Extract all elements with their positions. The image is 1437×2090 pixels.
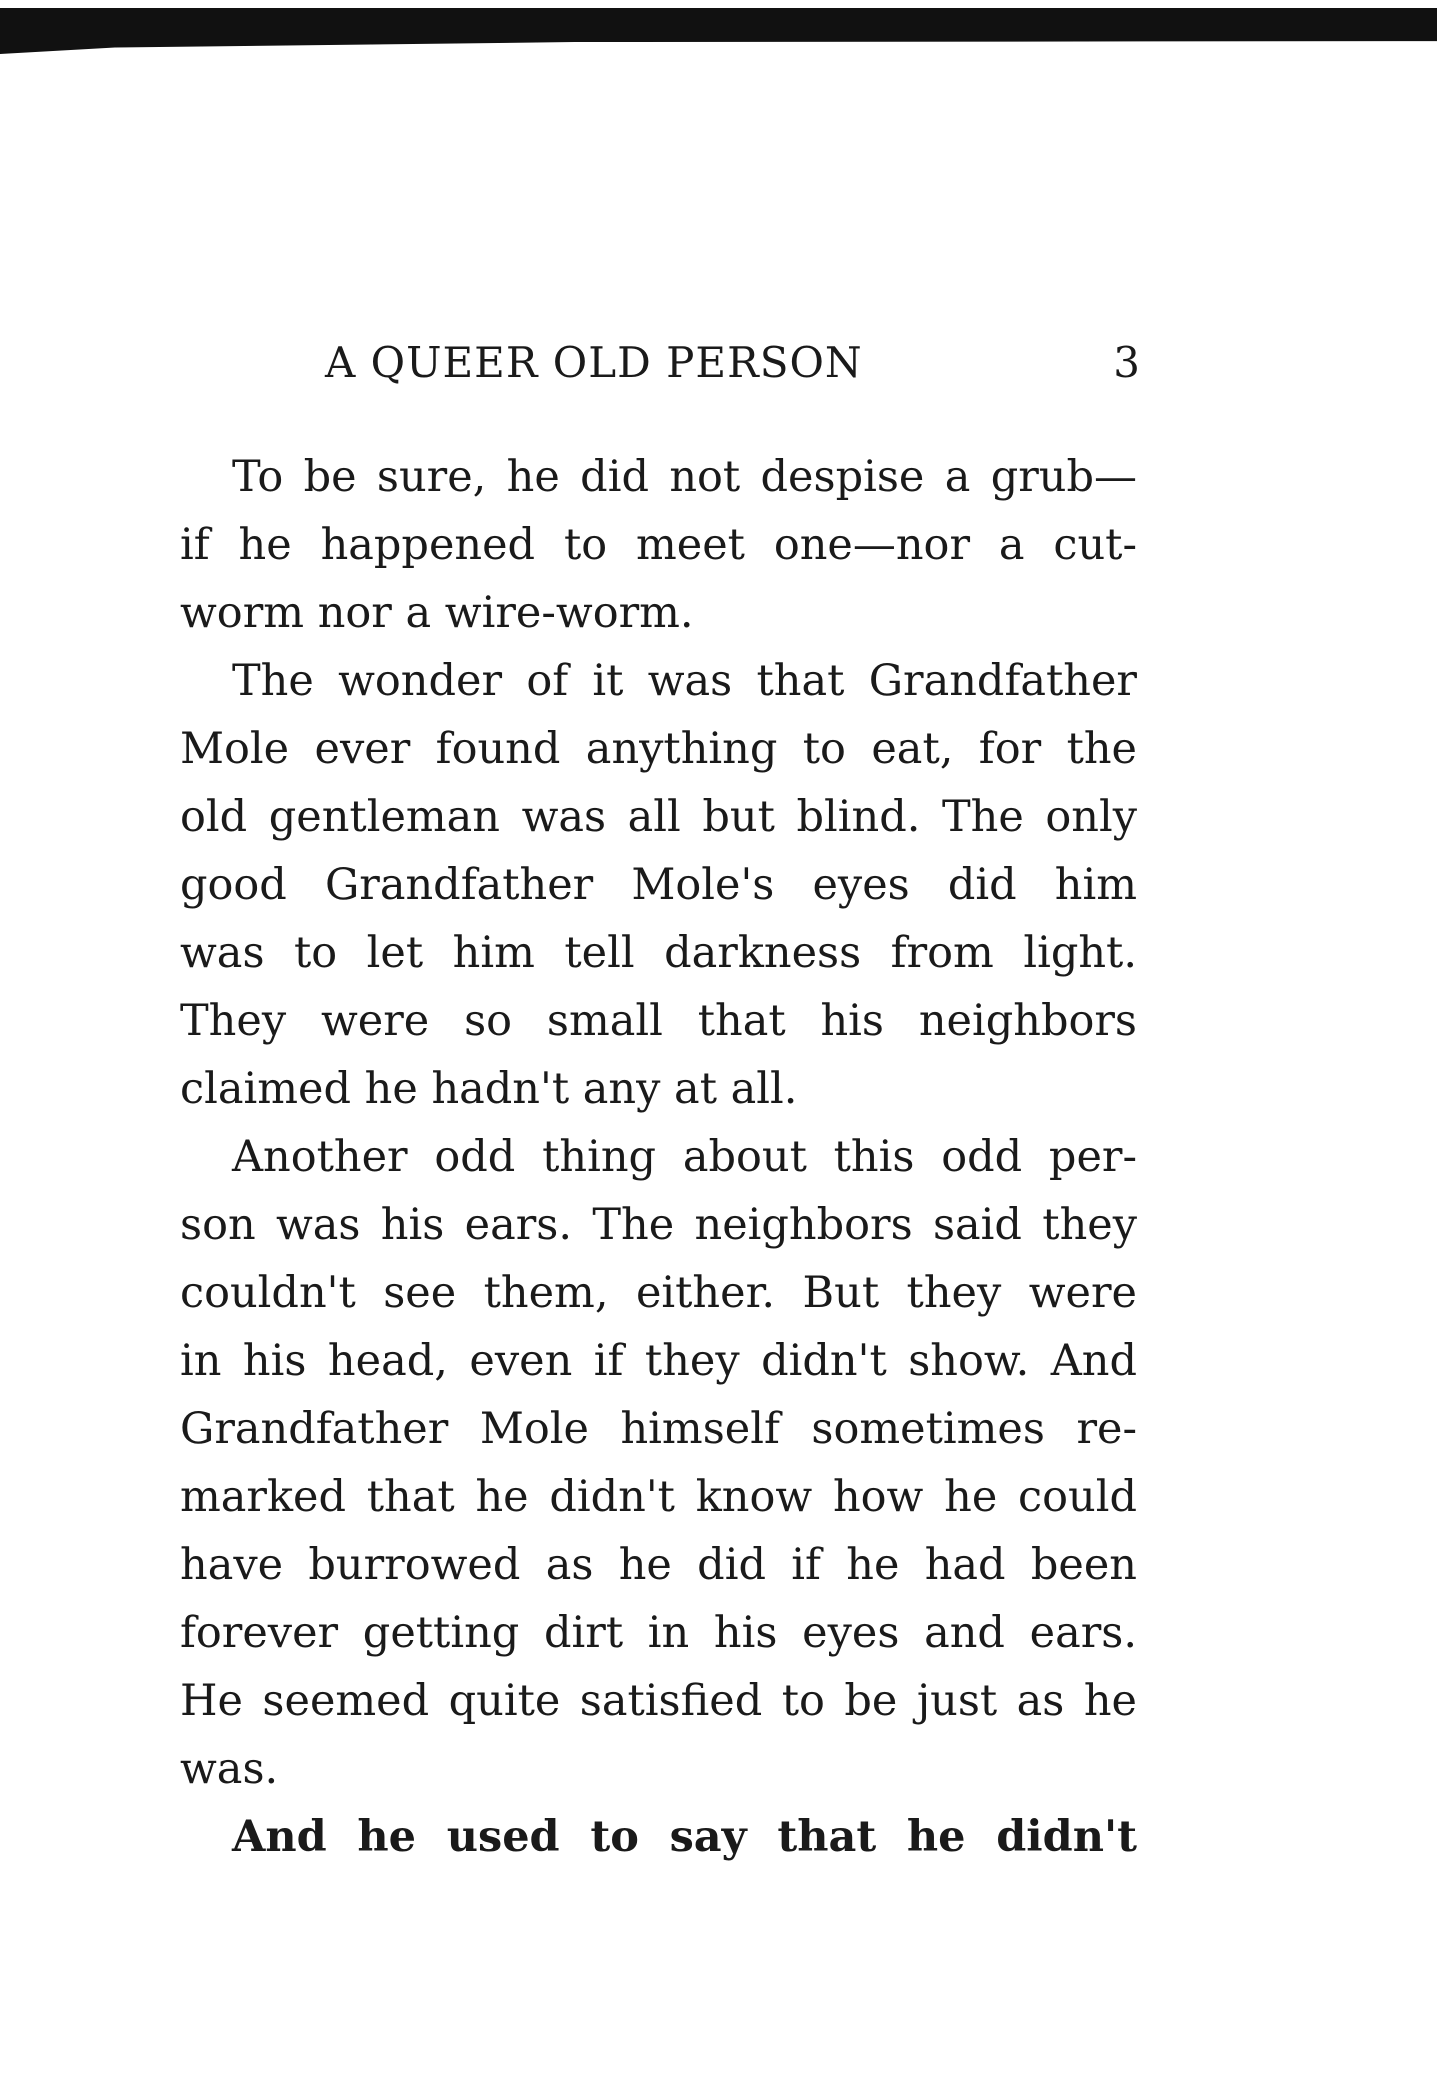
text-line: To be sure, he did not despise a grub— xyxy=(232,452,1137,502)
text-line: old gentleman was all but blind. The only xyxy=(180,792,1137,842)
text-line: He seemed quite satisfied to be just as he xyxy=(180,1676,1137,1726)
text-line: They were so small that his neighbors xyxy=(180,996,1137,1046)
text-line: good Grandfather Mole's eyes did him xyxy=(180,860,1137,910)
text-line: Grandfather Mole himself sometimes re- xyxy=(180,1404,1137,1454)
text-line: in his head, even if they didn't show. And xyxy=(180,1336,1137,1386)
text-line: was to let him tell darkness from light. xyxy=(180,928,1137,978)
text-line: Another odd thing about this odd per- xyxy=(232,1132,1137,1182)
page-header xyxy=(325,338,1140,398)
text-line: if he happened to meet one—nor a cut- xyxy=(180,520,1137,570)
text-line: And he used to say that he didn't xyxy=(232,1812,1137,1862)
text-line: forever getting dirt in his eyes and ears. xyxy=(180,1608,1137,1658)
scan-edge-bar xyxy=(0,8,1437,54)
text-line: claimed he hadn't any at all. xyxy=(180,1064,798,1114)
text-line: marked that he didn't know how he could xyxy=(180,1472,1137,1522)
text-line: worm nor a wire-worm. xyxy=(180,588,694,638)
text-line: The wonder of it was that Grandfather xyxy=(232,656,1137,706)
running-title: A QUEER OLD PERSON xyxy=(325,338,863,387)
text-line: was. xyxy=(180,1744,279,1794)
page-number: 3 xyxy=(1113,338,1140,387)
text-line: son was his ears. The neighbors said they xyxy=(180,1200,1137,1250)
text-line: have burrowed as he did if he had been xyxy=(180,1540,1137,1590)
text-line: couldn't see them, either. But they were xyxy=(180,1268,1137,1318)
text-line: Mole ever found anything to eat, for the xyxy=(180,724,1137,774)
